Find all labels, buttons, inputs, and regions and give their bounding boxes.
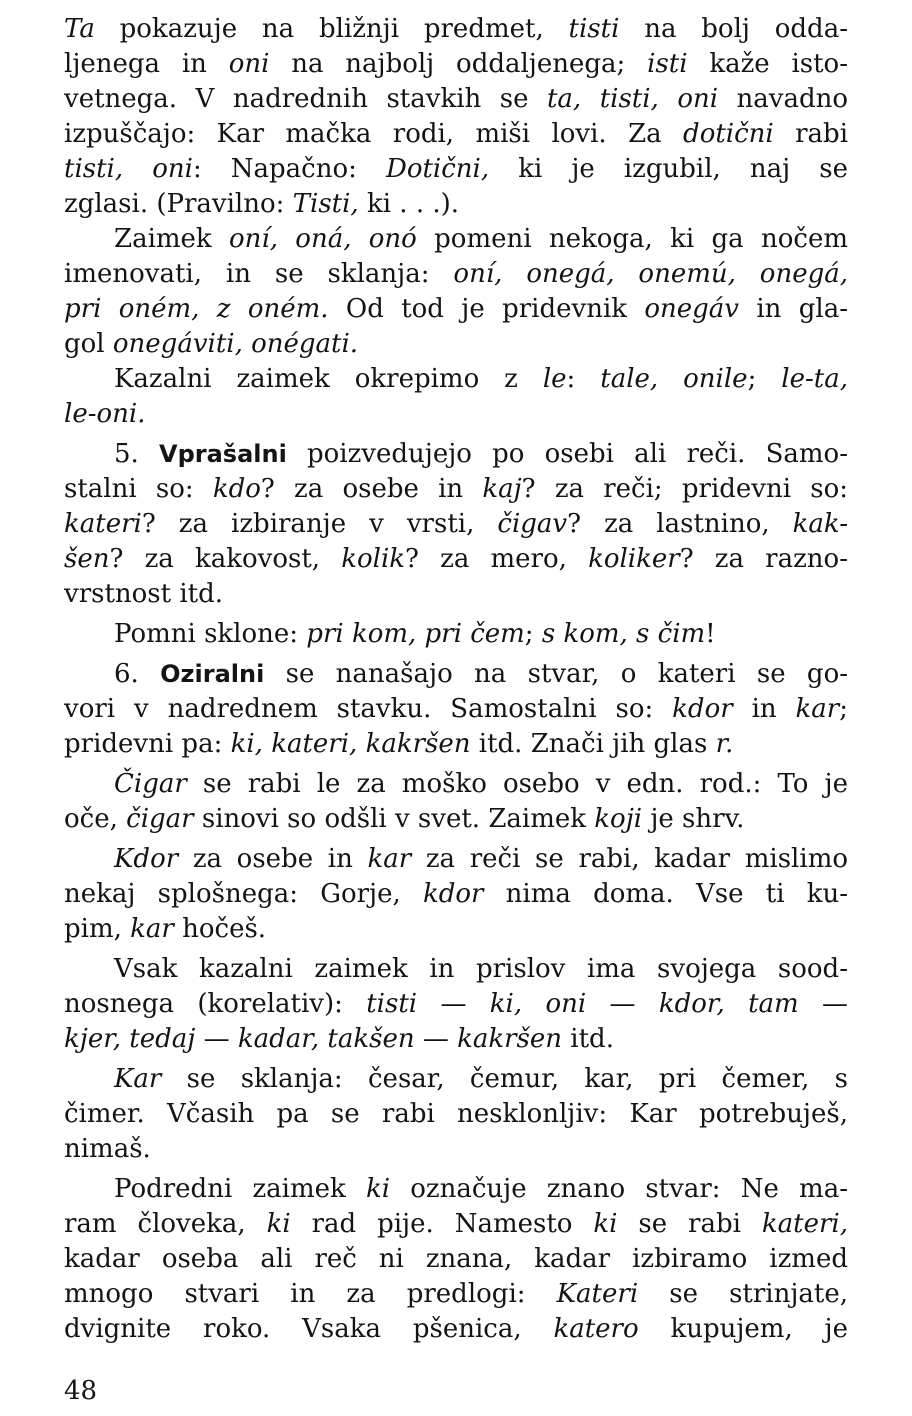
text-line [64, 472, 848, 507]
text-span: se rabi [617, 1209, 762, 1239]
text-line [64, 577, 848, 612]
text-span: dotični [683, 119, 774, 149]
text-line [64, 257, 848, 292]
text-span: le [542, 364, 567, 394]
text-span: : Napačno: [192, 154, 386, 184]
text-span: kdor, tam [658, 989, 799, 1019]
text-line [64, 12, 848, 47]
text-span: ? za lastnino, [567, 509, 793, 539]
text-span: le-oni. [64, 399, 146, 429]
text-span: le-ta, [781, 364, 848, 394]
text-span: ki [593, 1209, 618, 1239]
text-span: za reči se rabi, kadar mislimo [411, 844, 848, 874]
text-span: isti [647, 49, 688, 79]
body-text [64, 12, 848, 1347]
text-span: imenovati, in se sklanja: [64, 259, 454, 289]
text-line [64, 1172, 848, 1207]
text-line [64, 692, 848, 727]
text-span: onegáv [644, 294, 739, 324]
text-span: ! [705, 619, 716, 649]
text-span: kadar oseba ali reč ni znana, kadar izbiramo izmed [64, 1244, 848, 1274]
text-line [64, 1022, 848, 1057]
text-span: — [586, 989, 659, 1019]
text-span: rabi [773, 119, 848, 149]
text-line [64, 842, 848, 877]
text-span: na bolj odda- [619, 14, 848, 44]
text-span: kdo [212, 474, 261, 504]
text-span: ? za izbiranje v vrsti, [141, 509, 498, 539]
text-line [64, 152, 848, 187]
text-span: kar [130, 914, 174, 944]
text-line [64, 1277, 848, 1312]
text-span: Kdor [114, 844, 179, 874]
text-line [64, 542, 848, 577]
text-span: koliker [588, 544, 680, 574]
text-span: vetnega. V nadrednih stavkih se [64, 84, 547, 114]
text-span: Vsak kazalni zaimek in prislov ima svojega sood- [114, 954, 848, 984]
text-span: tale, onile [600, 364, 748, 394]
text-span: itd. [562, 1024, 614, 1054]
text-span: nekaj splošnega: Gorje, [64, 879, 423, 909]
text-span: oní, onegá, onemú, onegá, [453, 259, 848, 289]
text-span: čigar [126, 804, 194, 834]
text-span: nosnega (korelativ): [64, 989, 367, 1019]
text-span: ; [839, 694, 848, 724]
text-span: se nanašajo na stvar, o kateri se go- [264, 659, 848, 689]
text-span: kar [795, 694, 840, 724]
text-span: 6. [114, 659, 161, 689]
text-span: Dotični, [385, 154, 490, 184]
text-span: ki [365, 1174, 391, 1204]
text-span: tisti [366, 989, 418, 1019]
text-line [64, 292, 848, 327]
text-span: pri oném, z oném. [64, 294, 329, 324]
text-span: : [566, 364, 601, 394]
text-span: vori v nadrednem stavku. Samostalni so: [64, 694, 673, 724]
text-line [64, 117, 848, 152]
text-line [64, 617, 848, 652]
text-span: ? za mero, [405, 544, 589, 574]
text-span: čigav [497, 509, 568, 539]
text-span: se sklanja: česar, čemur, kar, pri čemer, s [161, 1064, 848, 1094]
text-line [64, 1062, 848, 1097]
text-span: čimer. Včasih pa se rabi nesklonljiv: Kar potrebuješ, [64, 1099, 848, 1129]
text-span: je shrv. [642, 804, 745, 834]
text-span: ? za razno- [679, 544, 848, 574]
text-span: zglasi. (Pravilno: [64, 189, 293, 219]
text-line [64, 222, 848, 257]
text-span: rad pije. Namesto [290, 1209, 594, 1239]
text-span: gol [64, 329, 113, 359]
text-span: Pomni sklone: [114, 619, 307, 649]
text-span: Kazalni zaimek okrepimo z [114, 364, 543, 394]
text-span: vrstnost itd. [64, 579, 224, 609]
text-span: ? za kakovost, [109, 544, 342, 574]
text-span: — [798, 989, 848, 1019]
text-span: kateri [64, 509, 142, 539]
text-span: onegáviti, onégati. [112, 329, 359, 359]
text-span: nima doma. Vse ti ku- [483, 879, 848, 909]
text-span: pim, [64, 914, 131, 944]
text-span: pomeni nekoga, ki ga nočem [416, 224, 848, 254]
text-span: za osebe in [178, 844, 368, 874]
text-span: s kom, s čim [541, 619, 706, 649]
text-span: Kar [114, 1064, 162, 1094]
text-span: mnogo stvari in za predlogi: [64, 1279, 557, 1309]
text-span: pridevni pa: [64, 729, 231, 759]
text-line [64, 912, 848, 947]
text-span: Ta [64, 14, 95, 44]
text-span: kdor [422, 879, 484, 909]
text-span: kadar, takšen [237, 1024, 415, 1054]
text-span: na najbolj oddaljenega; [269, 49, 648, 79]
text-span: ljenega in [64, 49, 229, 79]
text-span: nimaš. [64, 1134, 151, 1164]
text-span: — [417, 989, 490, 1019]
text-span: ki, oni [489, 989, 587, 1019]
text-span: ki je izgubil, naj se [489, 154, 848, 184]
text-line [64, 327, 848, 362]
text-span: Čigar [114, 769, 187, 799]
text-span: se rabi le za moško osebo v edn. rod.: To je [186, 769, 848, 799]
text-span: kaže isto- [687, 49, 848, 79]
text-line [64, 362, 848, 397]
text-span: — [414, 1024, 458, 1054]
text-span: ; [524, 619, 542, 649]
text-span: 5. [114, 439, 159, 469]
text-span: tisti [568, 14, 620, 44]
text-span: oče, [64, 804, 127, 834]
text-span: katero [553, 1314, 639, 1344]
text-span: kar [367, 844, 412, 874]
text-line [64, 877, 848, 912]
text-span: kak- [792, 509, 848, 539]
text-span: ? za reči; pridevni so: [521, 474, 848, 504]
section-heading: Vprašalni [159, 440, 287, 468]
text-span: pokazuje na bližnji predmet, [94, 14, 569, 44]
text-span: kakršen [457, 1024, 563, 1054]
text-span: ; [747, 364, 782, 394]
text-span: oni [228, 49, 270, 79]
text-line [64, 187, 848, 222]
text-line [64, 82, 848, 117]
text-span: šen [64, 544, 110, 574]
text-span: Od tod je pridevnik [328, 294, 645, 324]
text-span: označuje znano stvar: Ne ma- [390, 1174, 848, 1204]
text-span: — [195, 1024, 238, 1054]
text-line [64, 507, 848, 542]
text-span: ki . . .). [358, 189, 460, 219]
text-span: koji [594, 804, 643, 834]
text-span: in gla- [738, 294, 848, 324]
text-span: Zaimek [114, 224, 229, 254]
text-span: Kateri [556, 1279, 639, 1309]
text-span: stalni so: [64, 474, 213, 504]
text-span: Podredni zaimek [114, 1174, 366, 1204]
text-span: hočeš. [173, 914, 267, 944]
text-line [64, 1207, 848, 1242]
text-span: sinovi so odšli v svet. Zaimek [193, 804, 595, 834]
text-span: navadno [718, 84, 848, 114]
text-span: ram človeka, [64, 1209, 267, 1239]
text-line [64, 727, 848, 762]
text-line [64, 1132, 848, 1167]
text-span: kateri, [761, 1209, 848, 1239]
page-number: 48 [64, 1376, 98, 1406]
text-line [64, 657, 848, 692]
text-span: r. [715, 729, 734, 759]
text-span: kjer, tedaj [64, 1024, 196, 1054]
text-span: kupujem, je [638, 1314, 848, 1344]
text-span: ? za osebe in [260, 474, 483, 504]
text-span: itd. Znači jih glas [470, 729, 716, 759]
text-line [64, 397, 848, 432]
text-span: izpuščajo: Kar mačka rodi, miši lovi. Za [64, 119, 684, 149]
text-span: ki [266, 1209, 291, 1239]
text-span: tisti, oni [64, 154, 193, 184]
text-span: Tisti, [292, 189, 359, 219]
text-line [64, 1312, 848, 1347]
text-span: ta, tisti, oni [546, 84, 719, 114]
text-line [64, 767, 848, 802]
text-span: kolik [341, 544, 406, 574]
text-line [64, 802, 848, 837]
text-line [64, 952, 848, 987]
text-line [64, 987, 848, 1022]
text-line [64, 437, 848, 472]
text-span: pri kom, pri čem [306, 619, 525, 649]
text-span: kaj [482, 474, 522, 504]
text-span: in [732, 694, 796, 724]
text-span: se strinjate, [638, 1279, 848, 1309]
text-span: poizvedujejo po osebi ali reči. Samo- [286, 439, 848, 469]
text-line [64, 1242, 848, 1277]
section-heading: Oziralni [160, 660, 265, 688]
text-span: kdor [672, 694, 733, 724]
text-span: dvignite roko. Vsaka pšenica, [64, 1314, 554, 1344]
text-span: oní, oná, onó [229, 224, 417, 254]
text-span: ki, kateri, kakršen [230, 729, 471, 759]
text-line [64, 1097, 848, 1132]
text-line [64, 47, 848, 82]
